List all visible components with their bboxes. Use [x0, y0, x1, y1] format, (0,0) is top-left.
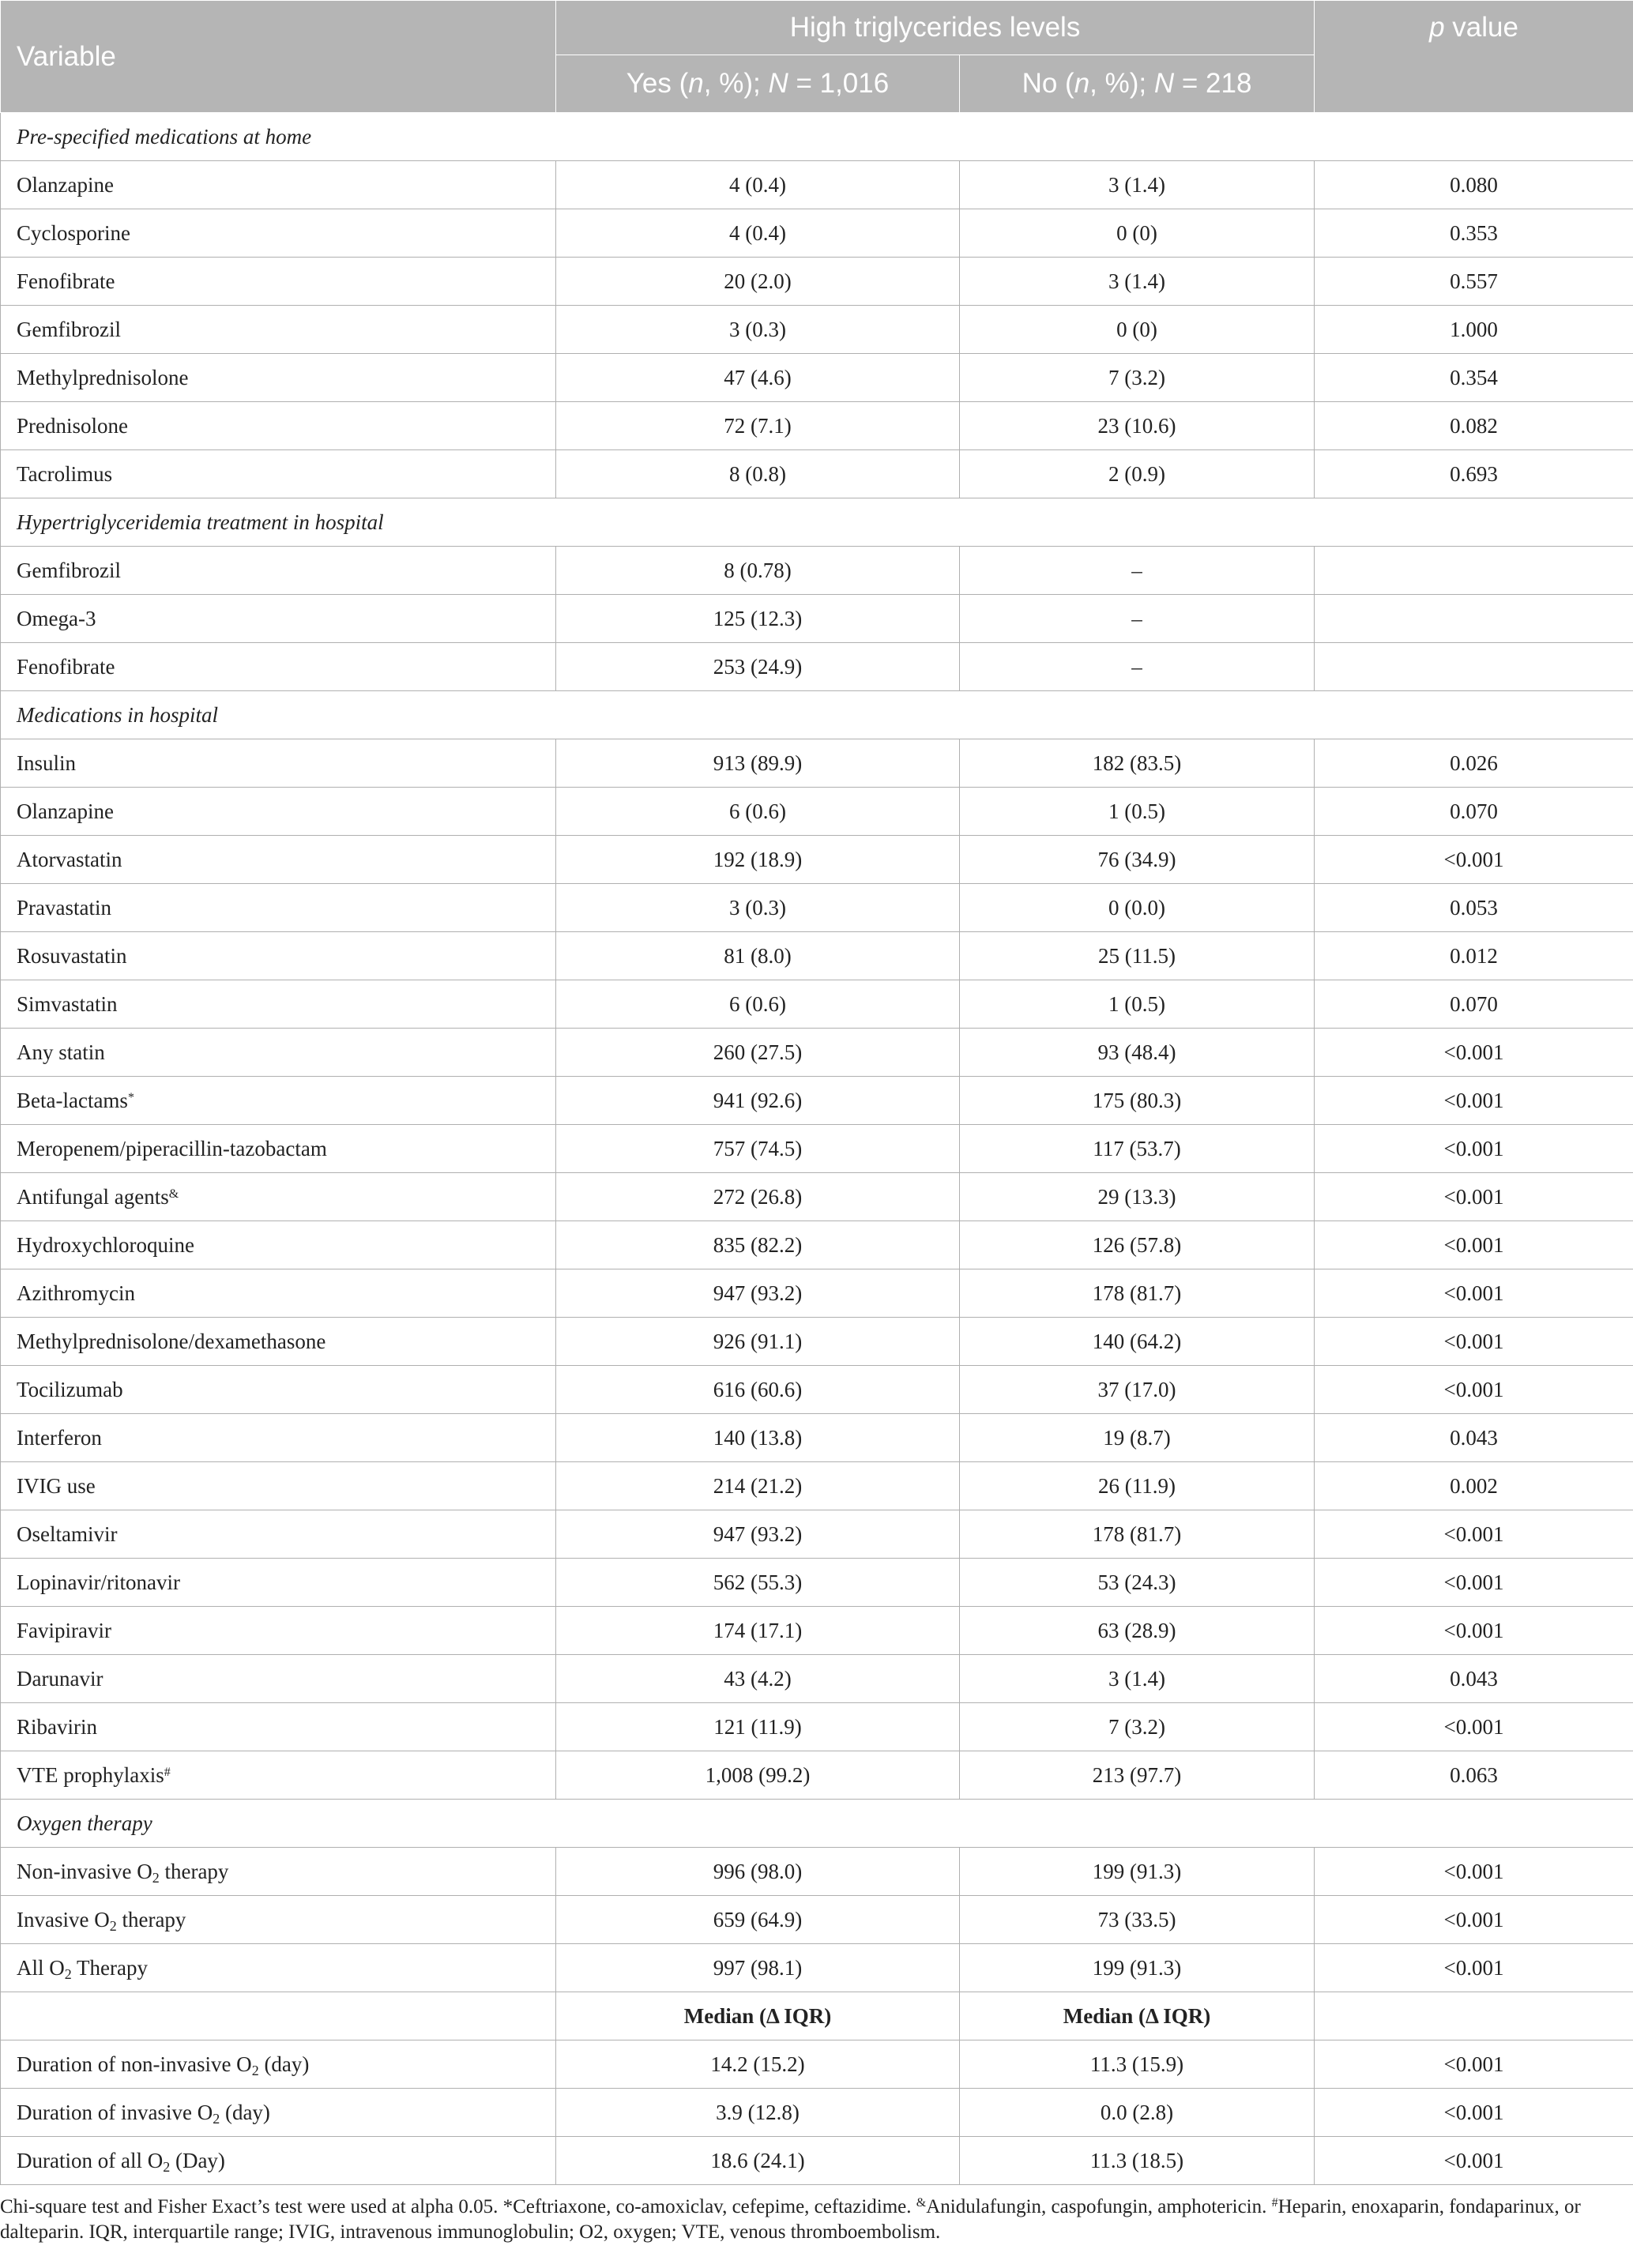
yes-cell: 997 (98.1) [556, 1944, 960, 1992]
table-row [1, 547, 1633, 595]
no-cell: 1 (0.5) [960, 788, 1315, 836]
no-cell: 117 (53.7) [960, 1125, 1315, 1173]
p-value-cell: <0.001 [1315, 1366, 1633, 1414]
row-label [1, 1173, 556, 1221]
table-row [1, 1655, 1633, 1703]
yes-cell: 562 (55.3) [556, 1559, 960, 1607]
row-label [1, 932, 556, 980]
row-label [1, 1414, 556, 1462]
table-body [1, 113, 1633, 2185]
row-label [1, 1751, 556, 1800]
yes-cell: 18.6 (24.1) [556, 2137, 960, 2185]
yes-cell: 926 (91.1) [556, 1318, 960, 1366]
no-cell: – [960, 547, 1315, 595]
table-row [1, 1173, 1633, 1221]
label-text: Antifungal agents [17, 1184, 169, 1209]
yes-cell: 8 (0.78) [556, 547, 960, 595]
row-label [1, 788, 556, 836]
row-label [1, 1848, 556, 1896]
no-cell: 0 (0) [960, 306, 1315, 354]
no-cell: 0 (0.0) [960, 884, 1315, 932]
p-value-cell [1315, 643, 1633, 691]
yes-cell: 272 (26.8) [556, 1173, 960, 1221]
label-text: Olanzapine [17, 799, 114, 823]
label-subscript: 2 [64, 1965, 72, 1982]
yes-cell: 947 (93.2) [556, 1510, 960, 1559]
label-text: Duration of invasive O [17, 2100, 213, 2124]
label-text: Favipiravir [17, 1618, 111, 1642]
no-cell: 53 (24.3) [960, 1559, 1315, 1607]
label-text: Insulin [17, 750, 77, 775]
yes-cell: 757 (74.5) [556, 1125, 960, 1173]
no-cell: 3 (1.4) [960, 1655, 1315, 1703]
table-row [1, 1607, 1633, 1655]
row-label [1, 306, 556, 354]
row-label [1, 1221, 556, 1269]
label-subscript: 2 [213, 2110, 220, 2127]
label-text: Darunavir [17, 1666, 103, 1691]
row-label [1, 161, 556, 209]
no-cell: 3 (1.4) [960, 161, 1315, 209]
label-superscript: & [168, 1187, 179, 1201]
p-value-cell: 0.043 [1315, 1655, 1633, 1703]
label-text-after: Therapy [71, 1955, 148, 1980]
label-text: Tacrolimus [17, 461, 113, 486]
no-cell: 213 (97.7) [960, 1751, 1315, 1800]
p-value-cell: 0.354 [1315, 354, 1633, 402]
no-cell: 178 (81.7) [960, 1269, 1315, 1318]
p-value-cell: <0.001 [1315, 1077, 1633, 1125]
label-text: Methylprednisolone [17, 365, 189, 389]
no-cell: 93 (48.4) [960, 1029, 1315, 1077]
no-cell: – [960, 643, 1315, 691]
section-title: Hypertriglyceridemia treatment in hospital [1, 498, 1633, 547]
label-text: Rosuvastatin [17, 943, 127, 968]
yes-cell: 4 (0.4) [556, 209, 960, 258]
no-cell: 182 (83.5) [960, 739, 1315, 788]
table-row [1, 2089, 1633, 2137]
yes-cell: 616 (60.6) [556, 1366, 960, 1414]
p-value-cell: <0.001 [1315, 1703, 1633, 1751]
row-label [1, 1318, 556, 1366]
label-subscript: 2 [109, 1917, 117, 1934]
table-row [1, 258, 1633, 306]
yes-cell: 140 (13.8) [556, 1414, 960, 1462]
yes-cell: 3 (0.3) [556, 884, 960, 932]
row-label [1, 836, 556, 884]
label-subscript: 2 [152, 1869, 160, 1886]
yes-cell: 214 (21.2) [556, 1462, 960, 1510]
p-value-cell: 0.026 [1315, 739, 1633, 788]
label-text: Prednisolone [17, 413, 128, 438]
table-row [1, 161, 1633, 209]
table-row [1, 1318, 1633, 1366]
p-value-cell: 0.080 [1315, 161, 1633, 209]
p-value-cell [1315, 547, 1633, 595]
yes-cell: 260 (27.5) [556, 1029, 960, 1077]
yes-cell: 835 (82.2) [556, 1221, 960, 1269]
row-label [1, 1510, 556, 1559]
table-row [1, 1077, 1633, 1125]
yes-cell: 192 (18.9) [556, 836, 960, 884]
p-value-cell: <0.001 [1315, 2089, 1633, 2137]
label-text: Any statin [17, 1040, 105, 1064]
yes-cell: 947 (93.2) [556, 1269, 960, 1318]
label-text: Omega-3 [17, 606, 96, 630]
row-label [1, 1125, 556, 1173]
label-text: Meropenem/piperacillin-tazobactam [17, 1136, 327, 1160]
p-value-cell: 0.012 [1315, 932, 1633, 980]
row-label [1, 1029, 556, 1077]
p-value-cell: 0.070 [1315, 788, 1633, 836]
p-value-cell: <0.001 [1315, 1029, 1633, 1077]
no-cell: 140 (64.2) [960, 1318, 1315, 1366]
section-header-row [1, 691, 1633, 739]
p-value-cell: <0.001 [1315, 1125, 1633, 1173]
table-row [1, 2040, 1633, 2089]
p-value-cell: <0.001 [1315, 1607, 1633, 1655]
table-row [1, 1366, 1633, 1414]
label-text: Oseltamivir [17, 1521, 118, 1546]
no-cell: 76 (34.9) [960, 836, 1315, 884]
table-row [1, 2137, 1633, 2185]
label-text: Hydroxychloroquine [17, 1232, 194, 1257]
yes-cell: 4 (0.4) [556, 161, 960, 209]
yes-cell: 81 (8.0) [556, 932, 960, 980]
no-cell: 199 (91.3) [960, 1944, 1315, 1992]
p-value-cell: 1.000 [1315, 306, 1633, 354]
yes-cell: 659 (64.9) [556, 1896, 960, 1944]
no-cell: 1 (0.5) [960, 980, 1315, 1029]
no-cell: 0.0 (2.8) [960, 2089, 1315, 2137]
yes-header: Yes (n, %); N = 1,016 [556, 55, 960, 113]
row-label [1, 209, 556, 258]
table-row [1, 1559, 1633, 1607]
table-row [1, 1751, 1633, 1800]
label-text: Cyclosporine [17, 220, 130, 245]
p-value-cell [1315, 595, 1633, 643]
table-footnote: Chi-square test and Fisher Exact’s test were used at alpha 0.05. *Ceftriaxone, co-amoxiclav, cefepime, ceftazidime. &Anidulafungin, caspofungin, amphotericin. #Heparin, enoxaparin, fondaparinux, or dalteparin. IQR, interquartile range; IVIG, intravenous immunoglobulin; O2, oxygen; VTE, venous thromboembolism. [0, 2196, 1581, 2243]
label-subscript: 2 [163, 2158, 171, 2175]
no-cell: 23 (10.6) [960, 402, 1315, 450]
label-text: Duration of all O [17, 2148, 164, 2172]
table-row [1, 739, 1633, 788]
yes-cell: 1,008 (99.2) [556, 1751, 960, 1800]
no-cell: 7 (3.2) [960, 1703, 1315, 1751]
table-row [1, 450, 1633, 498]
table-row [1, 1414, 1633, 1462]
section-title: Medications in hospital [1, 691, 1633, 739]
yes-cell: 43 (4.2) [556, 1655, 960, 1703]
empty-cell [1, 1992, 556, 2040]
variable-header: Variable [1, 1, 556, 113]
table-row [1, 1510, 1633, 1559]
no-cell: 73 (33.5) [960, 1896, 1315, 1944]
label-text: Beta-lactams [17, 1088, 128, 1112]
yes-cell: 14.2 (15.2) [556, 2040, 960, 2089]
no-cell: 37 (17.0) [960, 1366, 1315, 1414]
table-row [1, 1462, 1633, 1510]
p-value-cell: <0.001 [1315, 1559, 1633, 1607]
row-label [1, 980, 556, 1029]
label-text: Fenofibrate [17, 654, 115, 679]
label-text-after: (day) [220, 2100, 270, 2124]
section-header-row [1, 498, 1633, 547]
p-value-cell: <0.001 [1315, 1896, 1633, 1944]
yes-cell: 941 (92.6) [556, 1077, 960, 1125]
yes-cell: 20 (2.0) [556, 258, 960, 306]
yes-cell: 913 (89.9) [556, 739, 960, 788]
label-text-after: (Day) [170, 2148, 225, 2172]
label-text: Interferon [17, 1425, 102, 1450]
table-row [1, 836, 1633, 884]
label-subscript: 2 [251, 2062, 259, 2078]
table-row [1, 354, 1633, 402]
row-label [1, 1559, 556, 1607]
no-cell: 3 (1.4) [960, 258, 1315, 306]
yes-cell: 121 (11.9) [556, 1703, 960, 1751]
row-label [1, 1944, 556, 1992]
p-value-cell: <0.001 [1315, 2040, 1633, 2089]
label-text: All O [17, 1955, 65, 1980]
label-text: Atorvastatin [17, 847, 122, 871]
no-cell: 19 (8.7) [960, 1414, 1315, 1462]
p-value-cell: 0.063 [1315, 1751, 1633, 1800]
no-cell: 126 (57.8) [960, 1221, 1315, 1269]
group-header: High triglycerides levels [556, 1, 1315, 55]
yes-cell: 3.9 (12.8) [556, 2089, 960, 2137]
no-cell: 26 (11.9) [960, 1462, 1315, 1510]
yes-cell: 253 (24.9) [556, 643, 960, 691]
row-label [1, 402, 556, 450]
table-row [1, 402, 1633, 450]
median-yes-header: Median (Δ IQR) [556, 1992, 960, 2040]
no-cell: 175 (80.3) [960, 1077, 1315, 1125]
label-text: Lopinavir/ritonavir [17, 1570, 180, 1594]
p-value-cell: <0.001 [1315, 1318, 1633, 1366]
label-text: Azithromycin [17, 1281, 135, 1305]
p-value-cell: 0.053 [1315, 884, 1633, 932]
no-cell: 0 (0) [960, 209, 1315, 258]
label-text: Invasive O [17, 1907, 110, 1931]
label-text-after: therapy [159, 1859, 229, 1883]
table-row [1, 1125, 1633, 1173]
row-label [1, 354, 556, 402]
table-row [1, 595, 1633, 643]
table-row [1, 1221, 1633, 1269]
row-label [1, 2137, 556, 2185]
empty-cell [1315, 1992, 1633, 2040]
row-label [1, 643, 556, 691]
table-row [1, 1944, 1633, 1992]
no-header: No (n, %); N = 218 [960, 55, 1315, 113]
p-value-cell: 0.693 [1315, 450, 1633, 498]
yes-cell: 125 (12.3) [556, 595, 960, 643]
table-row [1, 643, 1633, 691]
label-text: Pravastatin [17, 895, 111, 920]
yes-cell: 174 (17.1) [556, 1607, 960, 1655]
yes-cell: 3 (0.3) [556, 306, 960, 354]
p-value-cell: <0.001 [1315, 1944, 1633, 1992]
row-label [1, 1703, 556, 1751]
table-row [1, 209, 1633, 258]
no-cell: 63 (28.9) [960, 1607, 1315, 1655]
label-superscript: * [127, 1090, 134, 1104]
table-row [1, 980, 1633, 1029]
no-cell: 29 (13.3) [960, 1173, 1315, 1221]
no-cell: – [960, 595, 1315, 643]
label-text: Duration of non-invasive O [17, 2052, 252, 2076]
table-row [1, 1896, 1633, 1944]
no-cell: 178 (81.7) [960, 1510, 1315, 1559]
p-value-cell: 0.043 [1315, 1414, 1633, 1462]
p-value-cell: <0.001 [1315, 1510, 1633, 1559]
table-row [1, 306, 1633, 354]
label-superscript: # [164, 1765, 171, 1779]
p-value-cell: <0.001 [1315, 1173, 1633, 1221]
p-value-header: p value [1315, 1, 1633, 113]
no-cell: 199 (91.3) [960, 1848, 1315, 1896]
section-header-row [1, 1800, 1633, 1848]
row-label [1, 739, 556, 788]
header-row [1, 1, 1633, 55]
yes-cell: 6 (0.6) [556, 980, 960, 1029]
row-label [1, 1077, 556, 1125]
label-text-after: (day) [258, 2052, 310, 2076]
label-text: IVIG use [17, 1473, 96, 1498]
row-label [1, 1655, 556, 1703]
row-label [1, 2040, 556, 2089]
label-text-after: therapy [116, 1907, 186, 1931]
row-label [1, 595, 556, 643]
no-cell: 2 (0.9) [960, 450, 1315, 498]
label-text: Olanzapine [17, 172, 114, 197]
row-label [1, 1366, 556, 1414]
row-label [1, 1896, 556, 1944]
p-value-cell: <0.001 [1315, 1848, 1633, 1896]
median-header-row [1, 1992, 1633, 2040]
p-value-cell: 0.353 [1315, 209, 1633, 258]
yes-cell: 996 (98.0) [556, 1848, 960, 1896]
yes-cell: 6 (0.6) [556, 788, 960, 836]
p-value-cell: <0.001 [1315, 1221, 1633, 1269]
label-text: Non-invasive O [17, 1859, 152, 1883]
p-value-cell: <0.001 [1315, 2137, 1633, 2185]
p-value-cell: 0.557 [1315, 258, 1633, 306]
label-text: Methylprednisolone/dexamethasone [17, 1329, 326, 1353]
label-text: Simvastatin [17, 991, 118, 1016]
row-label [1, 884, 556, 932]
yes-cell: 47 (4.6) [556, 354, 960, 402]
table-row [1, 1848, 1633, 1896]
row-label [1, 1607, 556, 1655]
row-label [1, 547, 556, 595]
row-label [1, 1269, 556, 1318]
table-row [1, 884, 1633, 932]
no-cell: 7 (3.2) [960, 354, 1315, 402]
section-header-row [1, 113, 1633, 161]
label-text: Gemfibrozil [17, 558, 121, 582]
yes-cell: 72 (7.1) [556, 402, 960, 450]
median-no-header: Median (Δ IQR) [960, 1992, 1315, 2040]
table-row [1, 1703, 1633, 1751]
row-label [1, 258, 556, 306]
no-cell: 25 (11.5) [960, 932, 1315, 980]
table-row [1, 932, 1633, 980]
row-label [1, 2089, 556, 2137]
table-row [1, 1029, 1633, 1077]
p-value-cell: <0.001 [1315, 1269, 1633, 1318]
label-text: Fenofibrate [17, 269, 115, 293]
section-title: Oxygen therapy [1, 1800, 1633, 1848]
table-row [1, 788, 1633, 836]
label-text: VTE prophylaxis [17, 1762, 164, 1787]
row-label [1, 1462, 556, 1510]
table-row [1, 1269, 1633, 1318]
label-text: Gemfibrozil [17, 317, 121, 341]
section-title: Pre-specified medications at home [1, 113, 1633, 161]
p-value-cell: 0.002 [1315, 1462, 1633, 1510]
p-value-cell: 0.082 [1315, 402, 1633, 450]
p-value-cell: 0.070 [1315, 980, 1633, 1029]
yes-cell: 8 (0.8) [556, 450, 960, 498]
label-text: Ribavirin [17, 1714, 97, 1739]
p-value-cell: <0.001 [1315, 836, 1633, 884]
no-cell: 11.3 (15.9) [960, 2040, 1315, 2089]
row-label [1, 450, 556, 498]
no-cell: 11.3 (18.5) [960, 2137, 1315, 2185]
label-text: Tocilizumab [17, 1377, 123, 1401]
